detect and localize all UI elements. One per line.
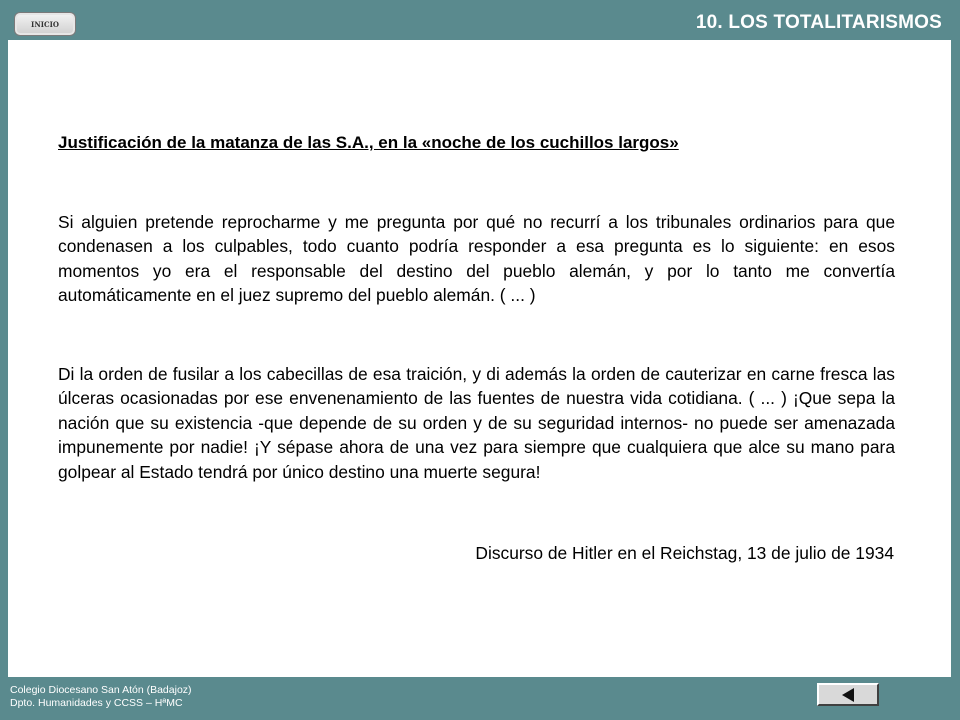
back-button[interactable]	[817, 683, 879, 706]
paragraph-2: Di la orden de fusilar a los cabecillas de esa traición, y di además la orden de cauterizar en carne fresca las úlceras ocasionadas por ese envenenamiento de las fuentes de nuestra vida cotidiana. ( ... ) ¡Que sepa la nación que su existencia -que depende de su orden y de su seguridad internos- no puede ser amenazada impunemente por nadie! ¡Y sépase ahora de una vez para siempre que cualquiera que alce su mano para golpear al Estado tendrá por único destino una muerte segura!	[58, 364, 895, 482]
paragraph-1: Si alguien pretende reprocharme y me pregunta por qué no recurrí a los tribunales ordinarios para que condenasen a los culpables, todo cuanto podría responder a esa pregunta es lo siguiente: en esos momentos yo era el responsable del destino del pueblo alemán, y por lo tanto me convertía automáticamente en el juez supremo del pueblo alemán. ( ... )	[58, 212, 895, 306]
source-citation: Discurso de Hitler en el Reichstag, 13 de julio de 1934	[475, 543, 894, 563]
footer-school: Colegio Diocesano San Atón (Badajoz)	[10, 684, 192, 696]
footer-department: Dpto. Humanidades y CCSS – HªMC	[10, 697, 183, 709]
document-heading: Justificación de la matanza de las S.A., en la «noche de los cuchillos largos»	[58, 133, 679, 152]
footer-credits	[10, 684, 192, 710]
page-title: 10. LOS TOTALITARISMOS	[695, 12, 942, 33]
home-button[interactable]: INICIO	[14, 12, 76, 36]
triangle-left-icon	[842, 688, 854, 702]
